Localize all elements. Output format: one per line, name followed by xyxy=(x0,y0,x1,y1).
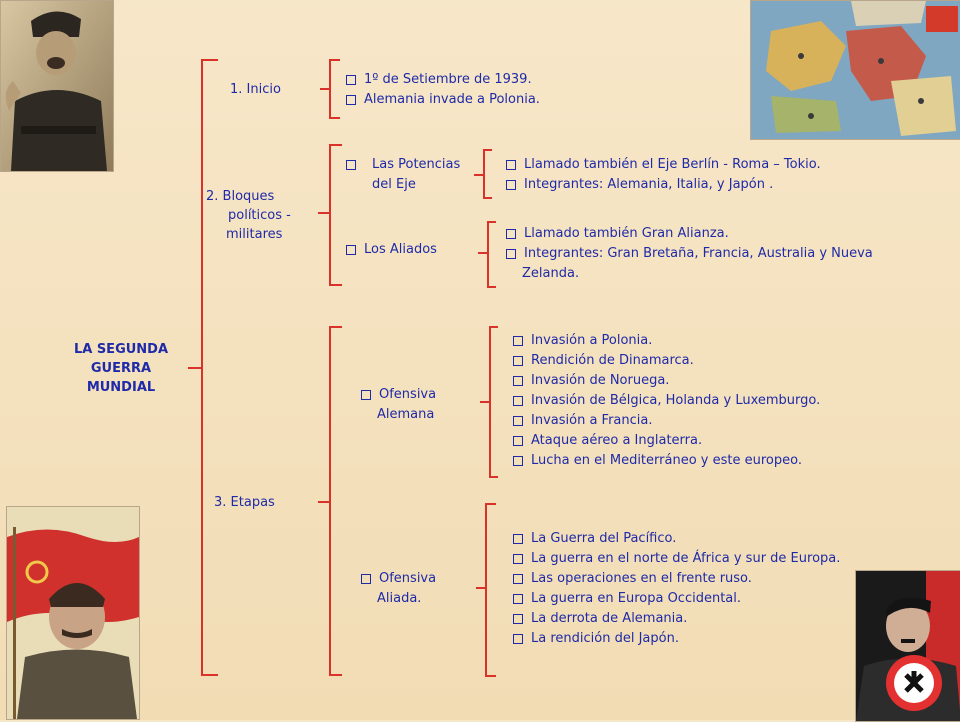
aliados-label: Los Aliados xyxy=(346,240,437,260)
inicio-list xyxy=(346,70,540,110)
checkbox-bullet-icon xyxy=(513,396,523,406)
checkbox-bullet-icon xyxy=(513,416,523,426)
aliada-list xyxy=(513,529,840,649)
root-title-line: GUERRA xyxy=(90,361,152,376)
checkbox-bullet-icon xyxy=(513,436,523,446)
checkbox-bullet-icon xyxy=(513,534,523,544)
checkbox-bullet-icon xyxy=(513,456,523,466)
list-item: Llamado también Gran Alianza. xyxy=(506,224,873,244)
aliada-label: Ofensiva Aliada. xyxy=(361,569,436,608)
list-item: La guerra en Europa Occidental. xyxy=(513,589,840,609)
list-item: Invasión de Noruega. xyxy=(513,371,820,391)
aliada-bracket xyxy=(476,504,496,676)
checkbox-bullet-icon xyxy=(361,390,371,400)
checkbox-bullet-icon xyxy=(506,180,516,190)
list-item: 1º de Setiembre de 1939. xyxy=(346,70,540,90)
portrait-photo-top-left xyxy=(0,0,114,172)
checkbox-bullet-icon xyxy=(506,229,516,239)
list-item: Ataque aéreo a Inglaterra. xyxy=(513,431,820,451)
checkbox-bullet-icon xyxy=(513,336,523,346)
checkbox-bullet-icon xyxy=(346,160,356,170)
list-item: Integrantes: Alemania, Italia, y Japón . xyxy=(506,175,821,195)
alemana-label: Ofensiva Alemana xyxy=(361,385,436,424)
aliada-label-line: Aliada. xyxy=(377,591,422,606)
list-item: Invasión de Bélgica, Holanda y Luxemburgo. xyxy=(513,391,820,411)
checkbox-bullet-icon xyxy=(513,614,523,624)
alemana-list xyxy=(513,331,820,471)
alemana-bracket xyxy=(480,327,498,477)
main-bracket xyxy=(188,60,218,675)
list-item: La derrota de Alemania. xyxy=(513,609,840,629)
war-map-photo xyxy=(750,0,960,140)
list-item: Rendición de Dinamarca. xyxy=(513,351,820,371)
checkbox-bullet-icon xyxy=(346,245,356,255)
aliados-bracket xyxy=(478,222,496,287)
list-item: Integrantes: Gran Bretaña, Francia, Australia y Nueva xyxy=(506,244,873,264)
eje-list xyxy=(506,155,821,195)
checkbox-bullet-icon xyxy=(513,634,523,644)
list-item: Lucha en el Mediterráneo y este europeo. xyxy=(513,451,820,471)
inicio-bracket xyxy=(320,60,340,118)
list-item: Las operaciones en el frente ruso. xyxy=(513,569,840,589)
bloques-label-line: 2. Bloques xyxy=(206,189,275,204)
checkbox-bullet-icon xyxy=(513,594,523,604)
inicio-label: 1. Inicio xyxy=(230,82,281,97)
list-item: Llamado también el Eje Berlín - Roma – Tokio. xyxy=(506,155,821,175)
root-title xyxy=(62,340,180,397)
bloques-label-line: políticos - xyxy=(228,208,291,223)
bloques-label-line: militares xyxy=(226,227,283,242)
root-title-line: LA SEGUNDA xyxy=(73,342,169,357)
eje-label: Las Potencias del Eje xyxy=(346,155,460,194)
checkbox-bullet-icon xyxy=(513,574,523,584)
list-item: Invasión a Francia. xyxy=(513,411,820,431)
checkbox-bullet-icon xyxy=(506,249,516,259)
checkbox-bullet-icon xyxy=(513,376,523,386)
checkbox-bullet-icon xyxy=(506,160,516,170)
checkbox-bullet-icon xyxy=(346,75,356,85)
checkbox-bullet-icon xyxy=(513,554,523,564)
alemana-label-line: Alemana xyxy=(377,407,435,422)
aliados-list xyxy=(506,224,873,284)
list-item-continuation: Zelanda. xyxy=(522,266,580,281)
bloques-bracket xyxy=(318,145,342,285)
etapas-label: 3. Etapas xyxy=(214,495,275,510)
checkbox-bullet-icon xyxy=(361,574,371,584)
list-item: La guerra en el norte de África y sur de Europa. xyxy=(513,549,840,569)
list-item: Alemania invade a Polonia. xyxy=(346,90,540,110)
list-item: La Guerra del Pacífico. xyxy=(513,529,840,549)
list-item: La rendición del Japón. xyxy=(513,629,840,649)
root-title-line: MUNDIAL xyxy=(86,380,156,395)
checkbox-bullet-icon xyxy=(513,356,523,366)
list-item: Invasión a Polonia. xyxy=(513,331,820,351)
soviet-poster-photo xyxy=(6,506,140,720)
eje-label-line: del Eje xyxy=(372,177,416,192)
bloques-label xyxy=(206,187,291,244)
checkbox-bullet-icon xyxy=(346,95,356,105)
eje-bracket xyxy=(474,150,492,198)
portrait-photo-bottom-right xyxy=(855,570,960,722)
etapas-bracket xyxy=(318,327,342,675)
